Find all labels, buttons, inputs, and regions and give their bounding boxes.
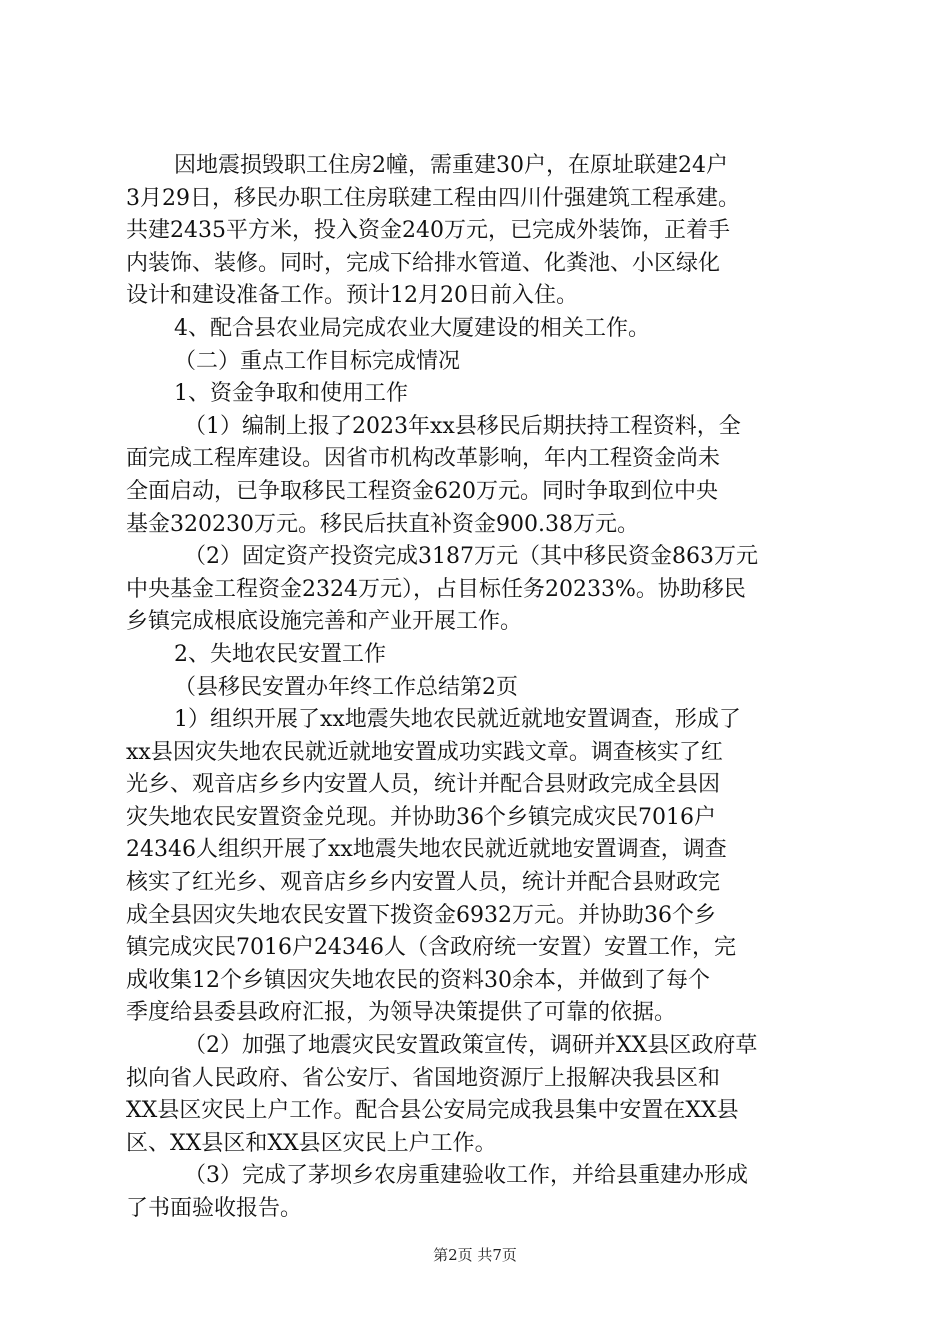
text-line: 拟向省人民政府、省公安厅、省国地资源厅上报解决我县区和 <box>126 1065 721 1091</box>
text-line: （3）完成了茅坝乡农房重建验收工作，并给县重建办形成 <box>184 1163 748 1189</box>
text-line: 光乡、观音店乡乡内安置人员，统计并配合县财政完成全县因 <box>126 772 721 798</box>
text-line: xx县因灾失地农民就近就地安置成功实践文章。调查核实了红 <box>126 739 723 765</box>
text-line: 灾失地农民安置资金兑现。并协助36个乡镇完成灾民7016户 <box>126 804 716 830</box>
text-line: 基金320230万元。移民后扶直补资金900.38万元。 <box>126 511 639 537</box>
text-line: 中央基金工程资金2324万元），占目标任务20233%。协助移民 <box>126 576 746 602</box>
text-line: 了书面验收报告。 <box>126 1196 303 1221</box>
subsection-heading: 1、资金争取和使用工作 <box>174 381 408 407</box>
page-number-footer: 第2页 共7页 <box>433 1246 517 1264</box>
text-line: （县移民安置办年终工作总结第2页 <box>174 674 518 700</box>
text-line: 乡镇完成根底设施完善和产业开展工作。 <box>126 609 523 635</box>
text-line: XX县区灾民上户工作。配合县公安局完成我县集中安置在XX县 <box>126 1098 739 1124</box>
text-line: （1）编制上报了2023年xx县移民后期扶持工程资料，全 <box>184 413 741 439</box>
text-line: 1）组织开展了xx地震失地农民就近就地安置调查，形成了 <box>174 707 741 733</box>
text-line: 全面启动，已争取移民工程资金620万元。同时争取到位中央 <box>126 478 718 504</box>
text-line: 3月29日，移民办职工住房联建工程由四川什强建筑工程承建。 <box>126 185 740 211</box>
text-line: 4、配合县农业局完成农业大厦建设的相关工作。 <box>174 315 650 341</box>
text-line: 区、XX县区和XX县区灾民上户工作。 <box>126 1130 497 1156</box>
subsection-heading: 2、失地农民安置工作 <box>174 641 386 667</box>
document-body <box>126 150 836 1226</box>
text-line: 成收集12个乡镇因灾失地农民的资料30余本，并做到了每个 <box>126 967 710 993</box>
text-line: 共建2435平方米，投入资金240万元，已完成外装饰，正着手 <box>126 218 730 244</box>
text-line: （2）加强了地震灾民安置政策宣传，调研并XX县区政府草 <box>184 1033 758 1059</box>
text-line: 24346人组织开展了xx地震失地农民就近就地安置调查，调查 <box>126 837 727 863</box>
text-line: 内装饰、装修。同时，完成下给排水管道、化粪池、小区绿化 <box>126 250 721 276</box>
text-line: 成全县因灾失地农民安置下拨资金6932万元。并协助36个乡 <box>126 902 716 928</box>
text-line: 面完成工程库建设。因省市机构改革影响，年内工程资金尚未 <box>126 446 721 472</box>
text-line: 因地震损毁职工住房2幢，需重建30户，在原址联建24户 <box>174 153 728 178</box>
text-line: （2）固定资产投资完成3187万元（其中移民资金863万元 <box>184 544 758 570</box>
text-line: 季度给县委县政府汇报，为领导决策提供了可靠的依据。 <box>126 1000 677 1026</box>
text-line: 镇完成灾民7016户24346人（含政府统一安置）安置工作，完 <box>126 935 736 961</box>
text-line: 核实了红光乡、观音店乡乡内安置人员，统计并配合县财政完 <box>126 870 721 896</box>
text-line: 设计和建设准备工作。预计12月20日前入住。 <box>126 283 578 309</box>
section-heading: （二）重点工作目标完成情况 <box>174 348 461 374</box>
